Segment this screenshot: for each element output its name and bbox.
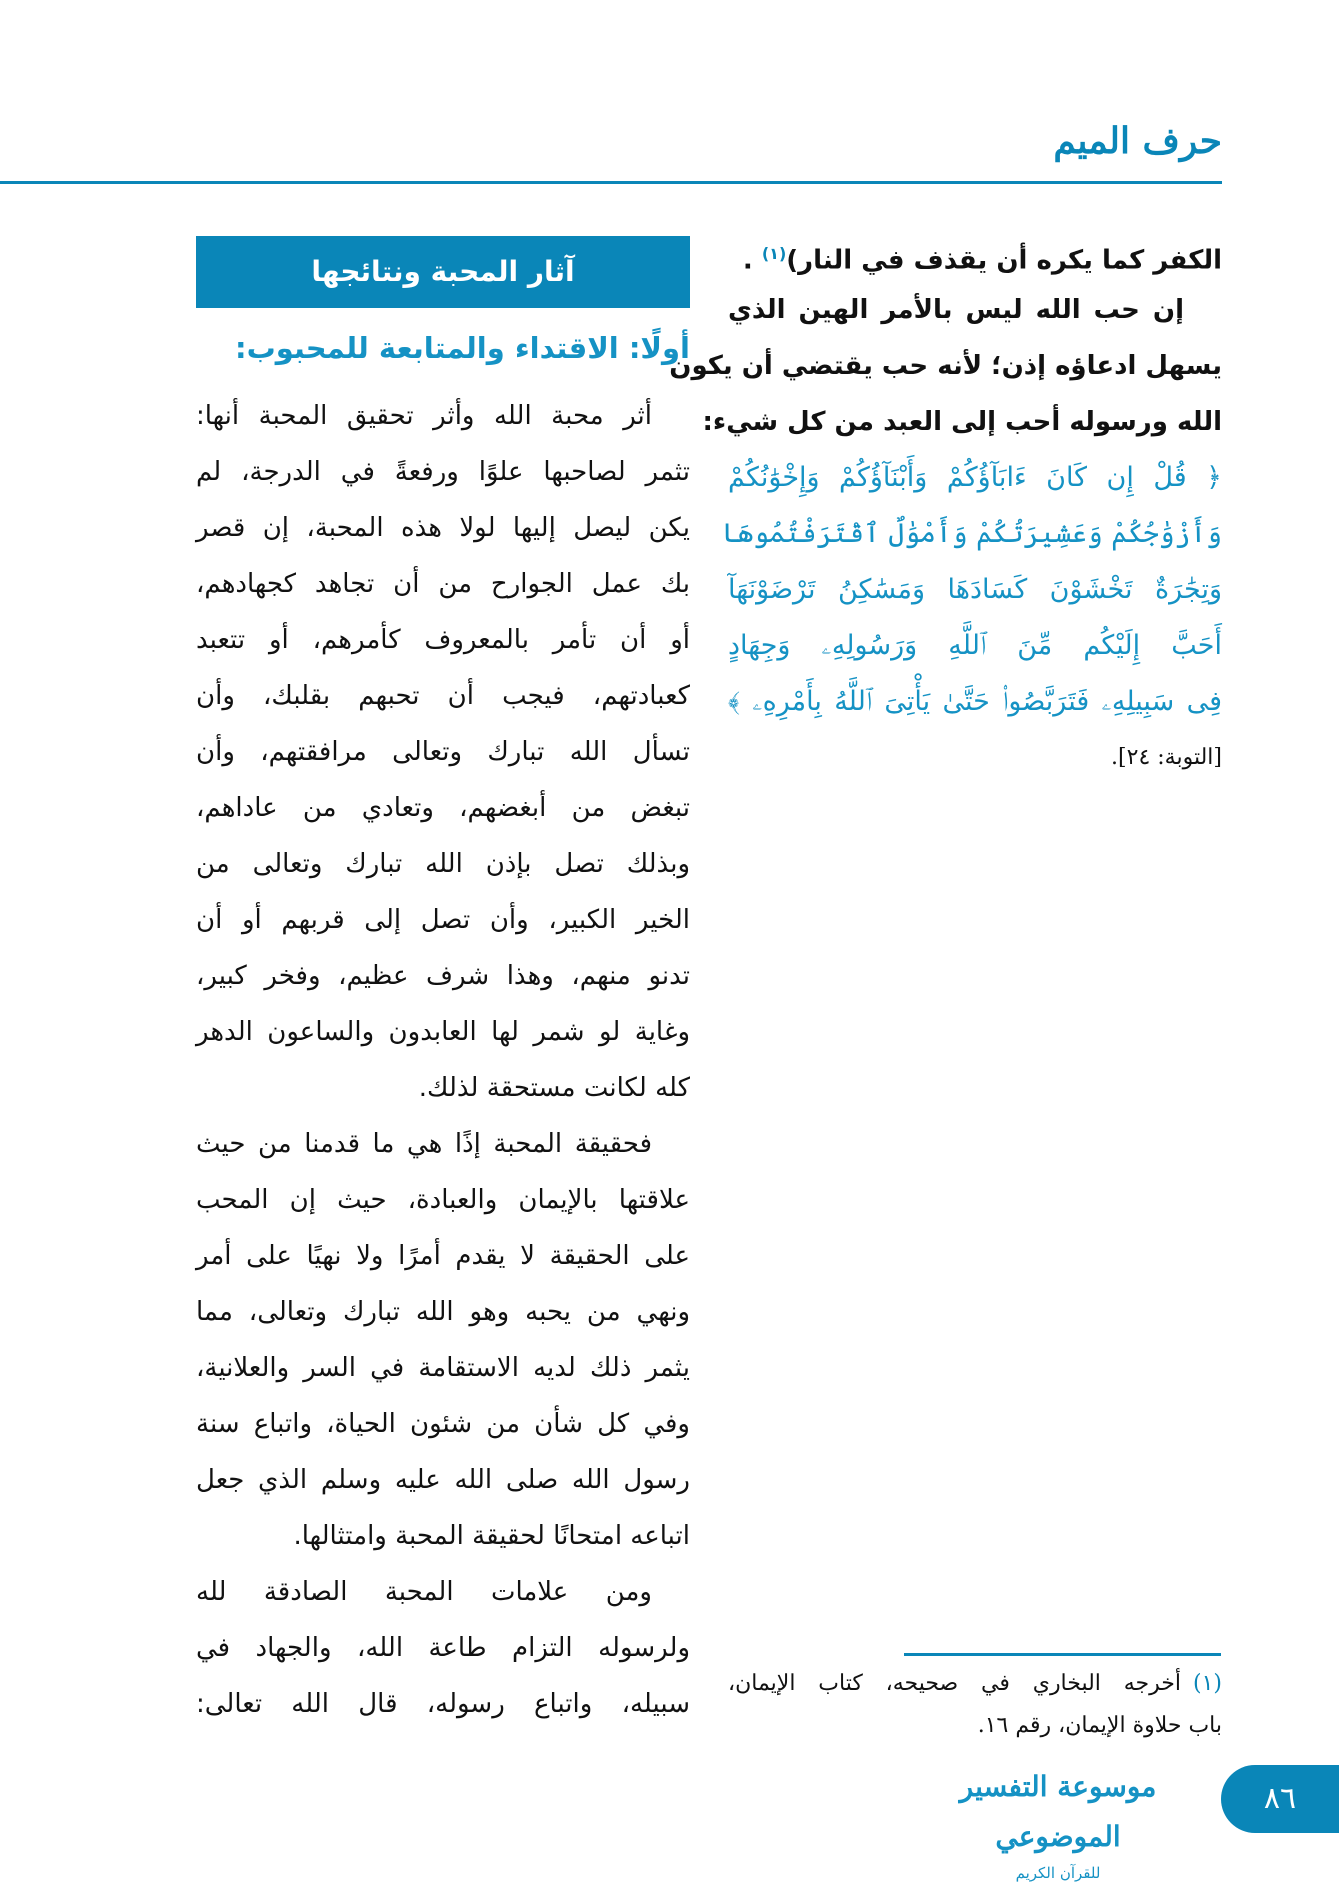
publication-logo	[934, 1762, 1182, 1882]
footnote-line	[728, 1705, 1222, 1747]
line-text: على الحقيقة لا يقدم أمرًا ولا نهيًا على أمر	[196, 1241, 690, 1271]
line-text: [التوبة: ٢٤].	[1111, 745, 1222, 770]
text-line	[196, 1452, 690, 1508]
line-text: تدنو منهم، وهذا شرف عظيم، وفخر كبير،	[196, 961, 690, 991]
text-line	[196, 948, 690, 1004]
line-text: يثمر ذلك لديه الاستقامة في السر والعلانية،	[196, 1353, 690, 1383]
line-text: يسهل ادعاؤه إذن؛ لأنه حب يقتضي أن يكون	[669, 351, 1222, 381]
left-body-text	[196, 388, 690, 1732]
line-text: كعبادتهم، فيجب أن تحبهم بقلبك، وأن	[196, 681, 690, 711]
line-text: تبغض من أبغضهم، وتعادي من عاداهم،	[196, 793, 690, 823]
footnote-line	[728, 1663, 1222, 1705]
quran-verse-line	[728, 618, 1222, 674]
quran-verse-line	[728, 562, 1222, 618]
text-line	[196, 1228, 690, 1284]
line-text: بك عمل الجوارح من أن تجاهد كجهادهم،	[196, 569, 690, 599]
section-title: حرف الميم	[1053, 120, 1222, 162]
line-text: الكفر كما يكره أن يقذف في النار)	[786, 245, 1222, 276]
text-line	[196, 1284, 690, 1340]
text-line	[196, 612, 690, 668]
text-line	[196, 1620, 690, 1676]
line-text: وغاية لو شمر لها العابدون والساعون الدهر	[196, 1017, 690, 1047]
footnote-number: (١)	[1192, 1671, 1222, 1696]
text-line	[196, 836, 690, 892]
text-line	[196, 1172, 690, 1228]
header-divider	[0, 181, 1222, 184]
text-line	[728, 226, 1222, 282]
line-text: وَتِجَٰرَةٌ تَخْشَوْنَ كَسَادَهَا وَمَسَٰكِنُ تَرْضَوْنَهَآ	[728, 574, 1222, 605]
text-line	[702, 394, 1222, 450]
text-line	[196, 1564, 690, 1620]
text-line	[196, 1060, 690, 1116]
line-text: يكن ليصل إليها لولا هذه المحبة، إن قصر	[196, 513, 690, 543]
quran-verse-line	[728, 674, 1222, 730]
footnote-text: باب حلاوة الإيمان، رقم ١٦.	[977, 1713, 1222, 1738]
line-text: فِى سَبِيلِهِۦ فَتَرَبَّصُوا۟ حَتَّىٰ يَأْتِىَ ٱللَّهُ بِأَمْرِهِۦ ﴾	[728, 686, 1222, 717]
page-number: ٨٦	[1221, 1765, 1339, 1833]
text-line	[196, 1676, 690, 1732]
line-text: فحقيقة المحبة إذًا هي ما قدمنا من حيث	[196, 1129, 652, 1159]
line-text: علاقتها بالإيمان والعبادة، حيث إن المحب	[196, 1185, 690, 1215]
line-text: ومن علامات المحبة الصادقة لله	[196, 1577, 652, 1607]
line-text: أثر محبة الله وأثر تحقيق المحبة أنها:	[196, 401, 652, 431]
text-line	[196, 1340, 690, 1396]
text-line	[196, 444, 690, 500]
text-line	[196, 1508, 690, 1564]
footnote-text: أخرجه البخاري في صحيحه، كتاب الإيمان،	[728, 1671, 1181, 1696]
right-column	[669, 226, 1222, 786]
text-line	[196, 1396, 690, 1452]
line-text: ولرسوله التزام طاعة الله، والجهاد في	[196, 1633, 690, 1663]
line-text: سبيله، واتباع رسوله، قال الله تعالى:	[196, 1689, 690, 1719]
line-text: الله ورسوله أحب إلى العبد من كل شيء:	[702, 407, 1222, 437]
logo-title: موسوعة التفسير الموضوعي	[959, 1770, 1157, 1853]
line-text: رسول الله صلى الله عليه وسلم الذي جعل	[196, 1465, 690, 1495]
line-text: الخير الكبير، وأن تصل إلى قربهم أو أن	[196, 905, 690, 935]
left-column	[196, 236, 690, 1732]
text-line	[196, 1116, 690, 1172]
text-line	[196, 724, 690, 780]
text-line	[728, 282, 1222, 338]
line-text: تسأل الله تبارك وتعالى مرافقتهم، وأن	[196, 737, 690, 767]
subheading: أولًا: الاقتداء والمتابعة للمحبوب:	[234, 331, 690, 365]
line-text: إن حب الله ليس بالأمر الهين الذي	[728, 295, 1184, 325]
line-text: .	[742, 245, 762, 276]
footnotes	[728, 1663, 1222, 1747]
line-text: وَأَزْوَٰجُكُمْ وَعَشِيرَتُكُمْ وَأَمْوَٰلٌ ٱقْتَرَفْتُمُوهَا	[721, 518, 1222, 549]
line-text: ونهي من يحبه وهو الله تبارك وتعالى، مما	[196, 1297, 690, 1327]
footnote-divider	[904, 1653, 1221, 1656]
line-text: أو أن تأمر بالمعروف كأمرهم، أو تتعبد	[196, 625, 690, 655]
footnote-reference[interactable]: (١)	[761, 244, 787, 263]
line-text: وبذلك تصل بإذن الله تبارك وتعالى من	[196, 849, 690, 879]
text-line	[196, 892, 690, 948]
section-heading-box: آثار المحبة ونتائجها	[196, 236, 690, 308]
line-text: اتباعه امتحانًا لحقيقة المحبة وامتثالها.	[293, 1521, 690, 1551]
line-text: تثمر لصاحبها علوًا ورفعةً في الدرجة، لم	[196, 457, 690, 487]
text-line	[196, 668, 690, 724]
quran-verse-line	[721, 506, 1222, 562]
text-line	[196, 780, 690, 836]
text-line	[196, 388, 690, 444]
line-text: كله لكانت مستحقة لذلك.	[418, 1073, 690, 1103]
line-text: أَحَبَّ إِلَيْكُم مِّنَ ٱللَّهِ وَرَسُولِهِۦ وَجِهَادٍ	[728, 630, 1222, 661]
text-line	[196, 500, 690, 556]
line-text: ﴿ قُلْ إِن كَانَ ءَابَآؤُكُمْ وَأَبْنَآؤُكُمْ وَإِخْوَٰنُكُمْ	[728, 462, 1222, 493]
text-line	[196, 1004, 690, 1060]
line-text: وفي كل شأن من شئون الحياة، واتباع سنة	[196, 1409, 690, 1439]
logo-subtitle: للقرآن الكريم	[1015, 1864, 1101, 1882]
text-line	[196, 556, 690, 612]
verse-citation	[728, 730, 1222, 786]
quran-verse-line	[728, 450, 1222, 506]
text-line	[669, 338, 1222, 394]
